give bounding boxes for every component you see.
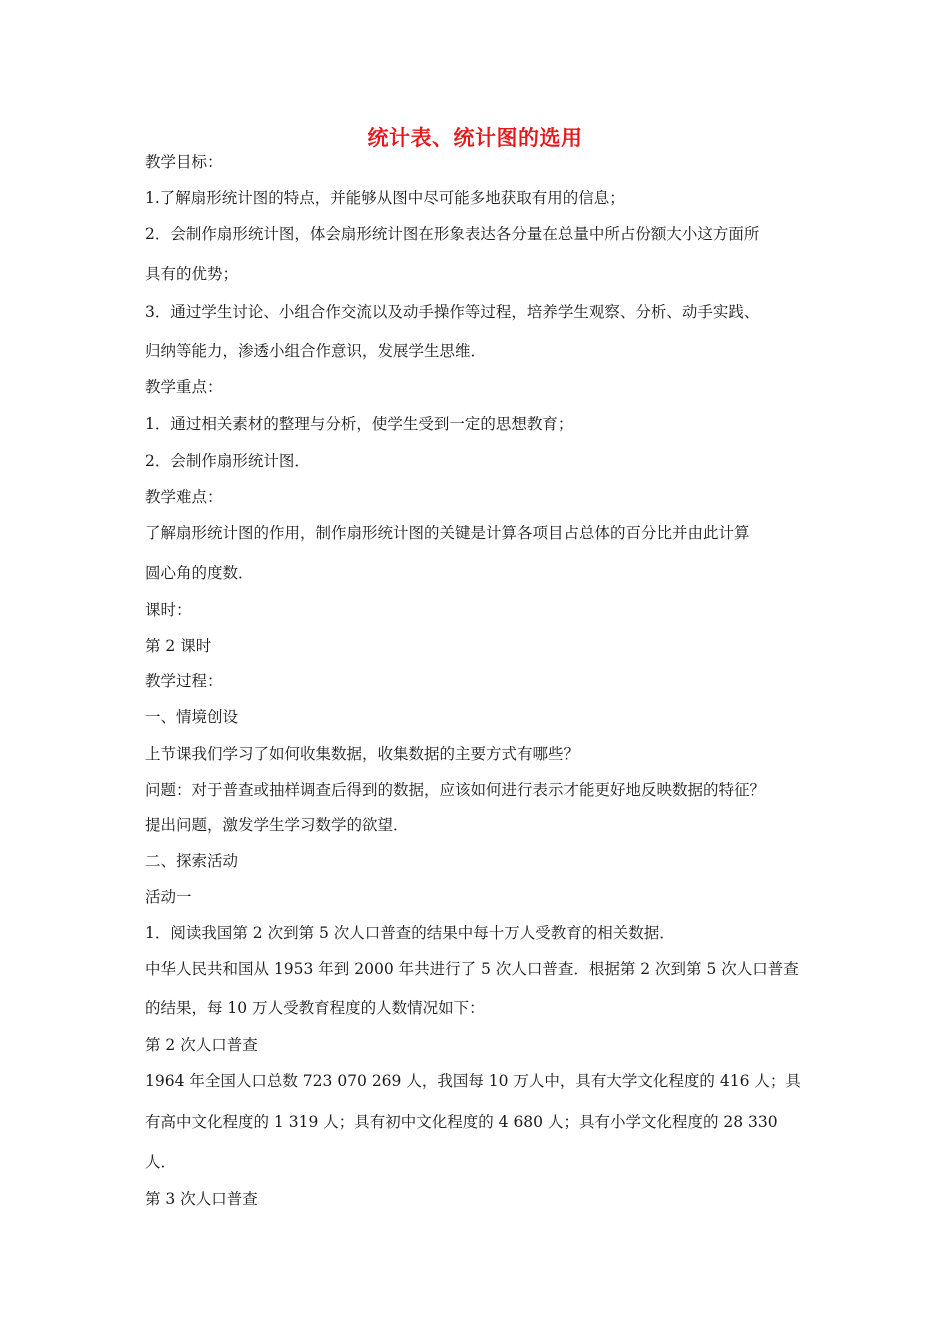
- text-line: 教学重点：: [145, 378, 223, 396]
- text-line: 有高中文化程度的 1 319 人；具有初中文化程度的 4 680 人；具有小学文化程度的 28 330: [145, 1113, 778, 1131]
- text-line: 2．会制作扇形统计图．: [145, 452, 310, 470]
- text-line: 教学过程：: [145, 672, 223, 690]
- text-line: 上节课我们学习了如何收集数据，收集数据的主要方式有哪些？: [145, 745, 580, 763]
- text-line: 活动一: [145, 888, 192, 906]
- text-line: 二、探索活动: [145, 852, 239, 870]
- text-line: 了解扇形统计图的作用，制作扇形统计图的关键是计算各项目占总体的百分比并由此计算: [145, 524, 750, 542]
- text-line: 1964 年全国人口总数 723 070 269 人，我国每 10 万人中，具有大学文化程度的 416 人；具: [145, 1072, 801, 1090]
- text-line: 第 2 课时: [145, 637, 212, 655]
- text-line: 归纳等能力，渗透小组合作意识，发展学生思维．: [145, 342, 487, 360]
- text-line: 一、情境创设: [145, 708, 239, 726]
- text-line: 教学难点：: [145, 488, 223, 506]
- text-line: 人．: [145, 1153, 177, 1171]
- text-line: 2．会制作扇形统计图，体会扇形统计图在形象表达各分量在总量中所占份额大小这方面所: [145, 225, 760, 243]
- text-line: 圆心角的度数．: [145, 564, 254, 582]
- text-line: 的结果，每 10 万人受教育程度的人数情况如下：: [145, 999, 485, 1017]
- text-line: 教学目标：: [145, 153, 223, 171]
- text-line: 3．通过学生讨论、小组合作交流以及动手操作等过程，培养学生观察、分析、动手实践、: [145, 303, 760, 321]
- text-line: 问题：对于普查或抽样调查后得到的数据，应该如何进行表示才能更好地反映数据的特征？: [145, 781, 766, 799]
- document-title: 统计表、统计图的选用: [367, 126, 583, 150]
- text-line: 第 2 次人口普查: [145, 1036, 258, 1054]
- text-line: 课时：: [145, 601, 192, 619]
- text-line: 1．阅读我国第 2 次到第 5 次人口普查的结果中每十万人受教育的相关数据．: [145, 924, 675, 942]
- text-line: 第 3 次人口普查: [145, 1190, 258, 1208]
- text-line: 1.了解扇形统计图的特点，并能够从图中尽可能多地获取有用的信息；: [145, 189, 625, 207]
- text-line: 具有的优势；: [145, 265, 239, 283]
- text-line: 中华人民共和国从 1953 年到 2000 年共进行了 5 次人口普查．根据第 2 次到第 5 次人口普查: [145, 960, 799, 978]
- text-line: 1．通过相关素材的整理与分析，使学生受到一定的思想教育；: [145, 415, 574, 433]
- text-line: 提出问题，激发学生学习数学的欲望．: [145, 816, 409, 834]
